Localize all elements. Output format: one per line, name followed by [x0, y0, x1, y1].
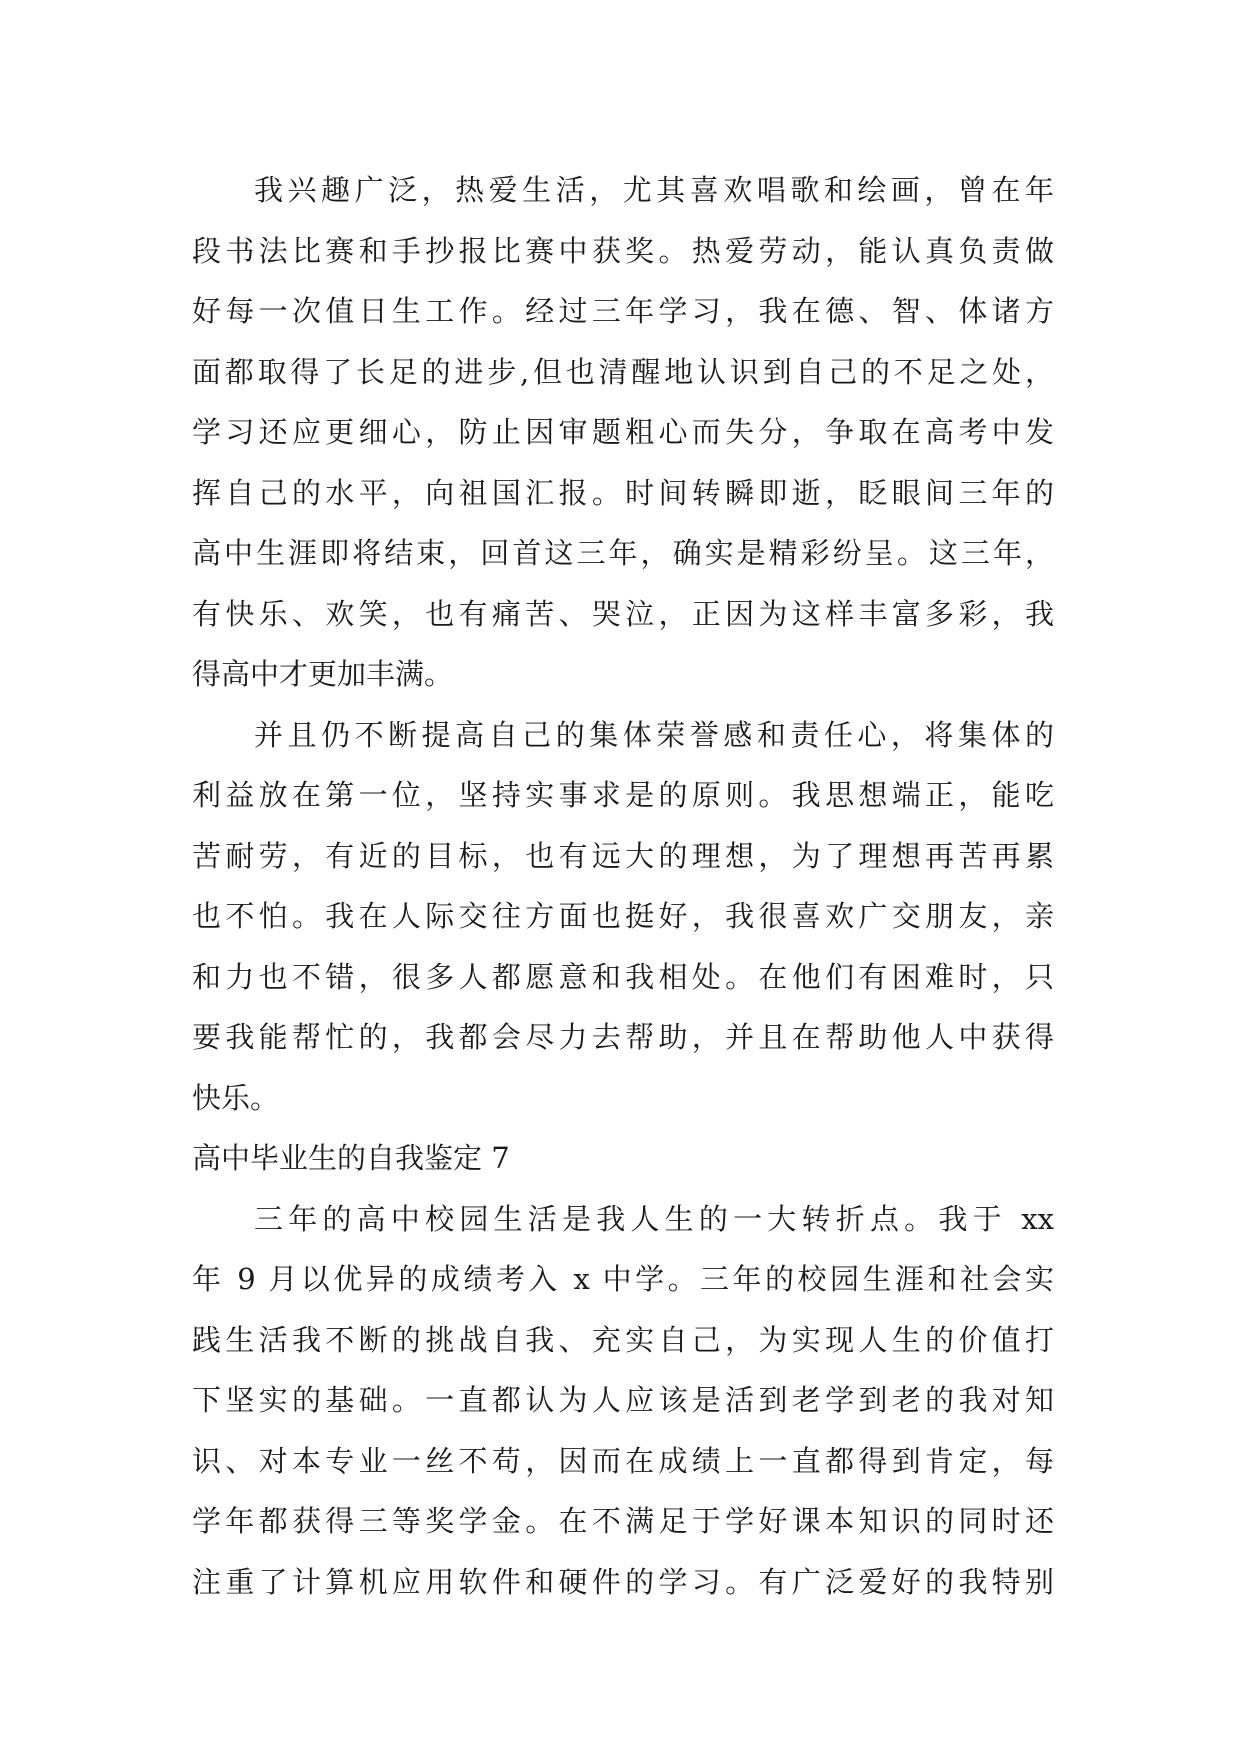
text-line: 快乐。: [192, 1080, 280, 1115]
text-line: 好每一次值日生工作。经过三年学习，我在德、智、体诸方: [192, 294, 1054, 328]
heading-text: 高中毕业生的自我鉴定 7: [192, 1141, 510, 1175]
text-line: 也不怕。我在人际交往方面也挺好，我很喜欢广交朋友，亲: [192, 899, 1054, 933]
paragraph: [192, 160, 1054, 705]
text-line: 并且仍不断提高自己的集体荣誉感和责任心，将集体的: [254, 717, 1054, 752]
text-line: 段书法比赛和手抄报比赛中获奖。热爱劳动，能认真负责做: [192, 233, 1054, 268]
text-line: 学习还应更细心，防止因审题粗心而失分，争取在高考中发: [192, 415, 1054, 449]
text-line: 下坚实的基础。一直都认为人应该是活到老学到老的我对知: [192, 1383, 1054, 1417]
paragraph: [192, 1189, 1054, 1613]
section-heading: [192, 1128, 1054, 1189]
text-line: 三年的高中校园生活是我人生的一大转折点。我于 xx: [254, 1201, 1054, 1236]
text-line: 面都取得了长足的进步,但也清醒地认识到自己的不足之处，: [192, 354, 1054, 389]
text-line: 注重了计算机应用软件和硬件的学习。有广泛爱好的我特别: [192, 1564, 1054, 1599]
text-line: 苦耐劳，有近的目标，也有远大的理想，为了理想再苦再累: [192, 838, 1054, 873]
paragraph: [192, 705, 1054, 1129]
text-line: 和力也不错，很多人都愿意和我相处。在他们有困难时，只: [192, 959, 1054, 994]
text-line: 践生活我不断的挑战自我、充实自己，为实现人生的价值打: [192, 1322, 1054, 1357]
text-line: 得高中才更加丰满。: [192, 657, 454, 691]
text-line: 挥自己的水平，向祖国汇报。时间转瞬即逝，眨眼间三年的: [192, 475, 1054, 510]
text-line: 利益放在第一位，坚持实事求是的原则。我思想端正，能吃: [192, 778, 1054, 812]
text-line: 我兴趣广泛，热爱生活，尤其喜欢唱歌和绘画，曾在年: [254, 173, 1054, 207]
text-line: 识、对本专业一丝不苟，因而在成绩上一直都得到肯定，每: [192, 1443, 1054, 1478]
document-page: [192, 160, 1054, 1612]
text-line: 高中生涯即将结束，回首这三年，确实是精彩纷呈。这三年，: [192, 536, 1054, 570]
text-line: 要我能帮忙的，我都会尽力去帮助，并且在帮助他人中获得: [192, 1020, 1054, 1054]
text-line: 有快乐、欢笑，也有痛苦、哭泣，正因为这样丰富多彩，我: [192, 596, 1054, 631]
text-line: 年 9 月以优异的成绩考入 x 中学。三年的校园生涯和社会实: [192, 1262, 1054, 1296]
text-line: 学年都获得三等奖学金。在不满足于学好课本知识的同时还: [192, 1504, 1054, 1538]
